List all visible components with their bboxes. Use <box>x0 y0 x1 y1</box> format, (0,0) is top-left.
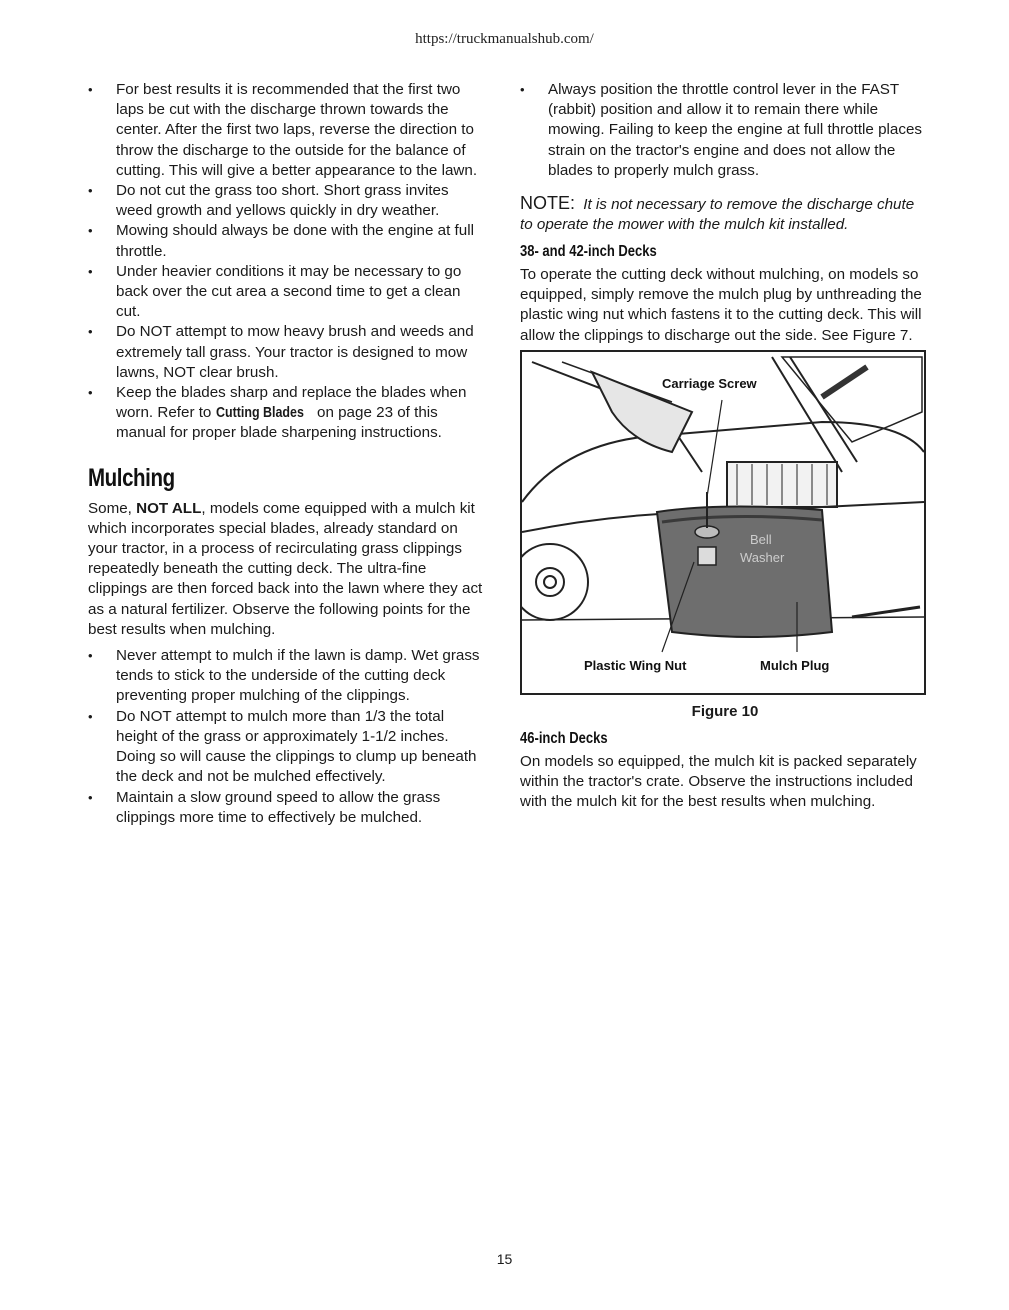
note-block <box>520 193 930 235</box>
mulching-intro <box>88 499 488 640</box>
list-item: • Always position the throttle control lever in the FAST (rabbit) position and allow it to remain there while mowing. Failing to keep the engine at full throttle places strain on the tractor's engine and does not allow the blades to properly mulch grass. <box>520 80 930 181</box>
list-item: • Do NOT attempt to mulch more than 1/3 the total height of the grass or approximately 1-1/2 inches. Doing so will cause the clippings to clump up beneath the deck and not be mulched effectively. <box>88 707 488 788</box>
list-item: • Do not cut the grass too short. Short grass invites weed growth and yellows quickly in dry weather. <box>88 181 488 221</box>
note-text: It is not necessary to remove the discharge chute to operate the mower with the mulch kit installed. <box>520 196 915 234</box>
blades-text-after: on page 23 of this manual for proper blade sharpening instructions. <box>116 404 442 442</box>
list-item: • Maintain a slow ground speed to allow the grass clippings more time to effectively be mulched. <box>88 788 488 828</box>
source-url: https://truckmanualshub.com/ <box>415 31 594 47</box>
note-label: NOTE: <box>520 193 576 214</box>
list-item: • Mowing should always be done with the engine at full throttle. <box>88 221 488 261</box>
left-column <box>88 80 488 828</box>
mulching-tips-list <box>88 646 488 828</box>
right-column <box>520 80 930 812</box>
mulch-plug-diagram <box>522 352 924 693</box>
decks-46-text: On models so equipped, the mulch kit is packed separately within the tractor's crate. Observe the instructions included with the mulch kit for the best results when mulching. <box>520 752 917 811</box>
mowing-tips-list <box>88 80 488 444</box>
cutting-blades-reference: Cutting Blades <box>215 404 304 422</box>
not-all-emphasis: NOT ALL <box>136 499 202 517</box>
mulch-plug-label: Mulch Plug <box>760 657 830 673</box>
decks-46-heading: 46-inch Decks <box>520 729 608 747</box>
throttle-list <box>520 80 930 181</box>
list-item: • Under heavier conditions it may be necessary to go back over the cut area a second time to get a clean cut. <box>88 262 488 323</box>
intro-after: , models come equipped with a mulch kit which incorporates special blades, already standard on your tractor, in a process of recirculating grass clippings repeatedly beneath the cutting deck. The ultra-fine clippings are then forced back into the lawn where they act as a natural fertilizer. Observe the following points for the best results when mulching. <box>88 499 483 638</box>
plastic-wing-nut-label: Plastic Wing Nut <box>584 657 687 673</box>
page-number: 15 <box>496 1251 513 1267</box>
list-item: • For best results it is recommended that the first two laps be cut with the discharge thrown towards the center. After the first two laps, reverse the direction to throw the discharge to the outside for the balance of cutting. This will give a better appearance to the lawn. <box>88 80 488 181</box>
washer-label: Washer <box>740 549 785 565</box>
list-item: • Never attempt to mulch if the lawn is damp. Wet grass tends to stick to the underside of the cutting deck preventing proper mulching of the clippings. <box>88 646 488 707</box>
blades-text-before: Keep the blades sharp and replace the blades when worn. Refer to <box>116 384 467 422</box>
bell-label: Bell <box>750 531 772 547</box>
list-item-blades <box>88 383 488 444</box>
decks-38-42-heading: 38- and 42-inch Decks <box>520 243 657 261</box>
decks-38-42-text: To operate the cutting deck without mulching, on models so equipped, simply remove the mulch plug by unthreading the plastic wing nut which fastens it to the cutting deck. This will allow the clippings to discharge out the side. See Figure 7. <box>520 266 922 344</box>
figure-10-illustration <box>520 350 926 695</box>
list-item: • Do NOT attempt to mow heavy brush and weeds and extremely tall grass. Your tractor is designed to mow lawns, NOT clear brush. <box>88 322 488 383</box>
mulching-heading: Mulching <box>88 463 175 492</box>
intro-before: Some, <box>88 499 137 517</box>
carriage-screw-label: Carriage Screw <box>662 375 757 391</box>
figure-caption: Figure 10 <box>691 702 759 720</box>
